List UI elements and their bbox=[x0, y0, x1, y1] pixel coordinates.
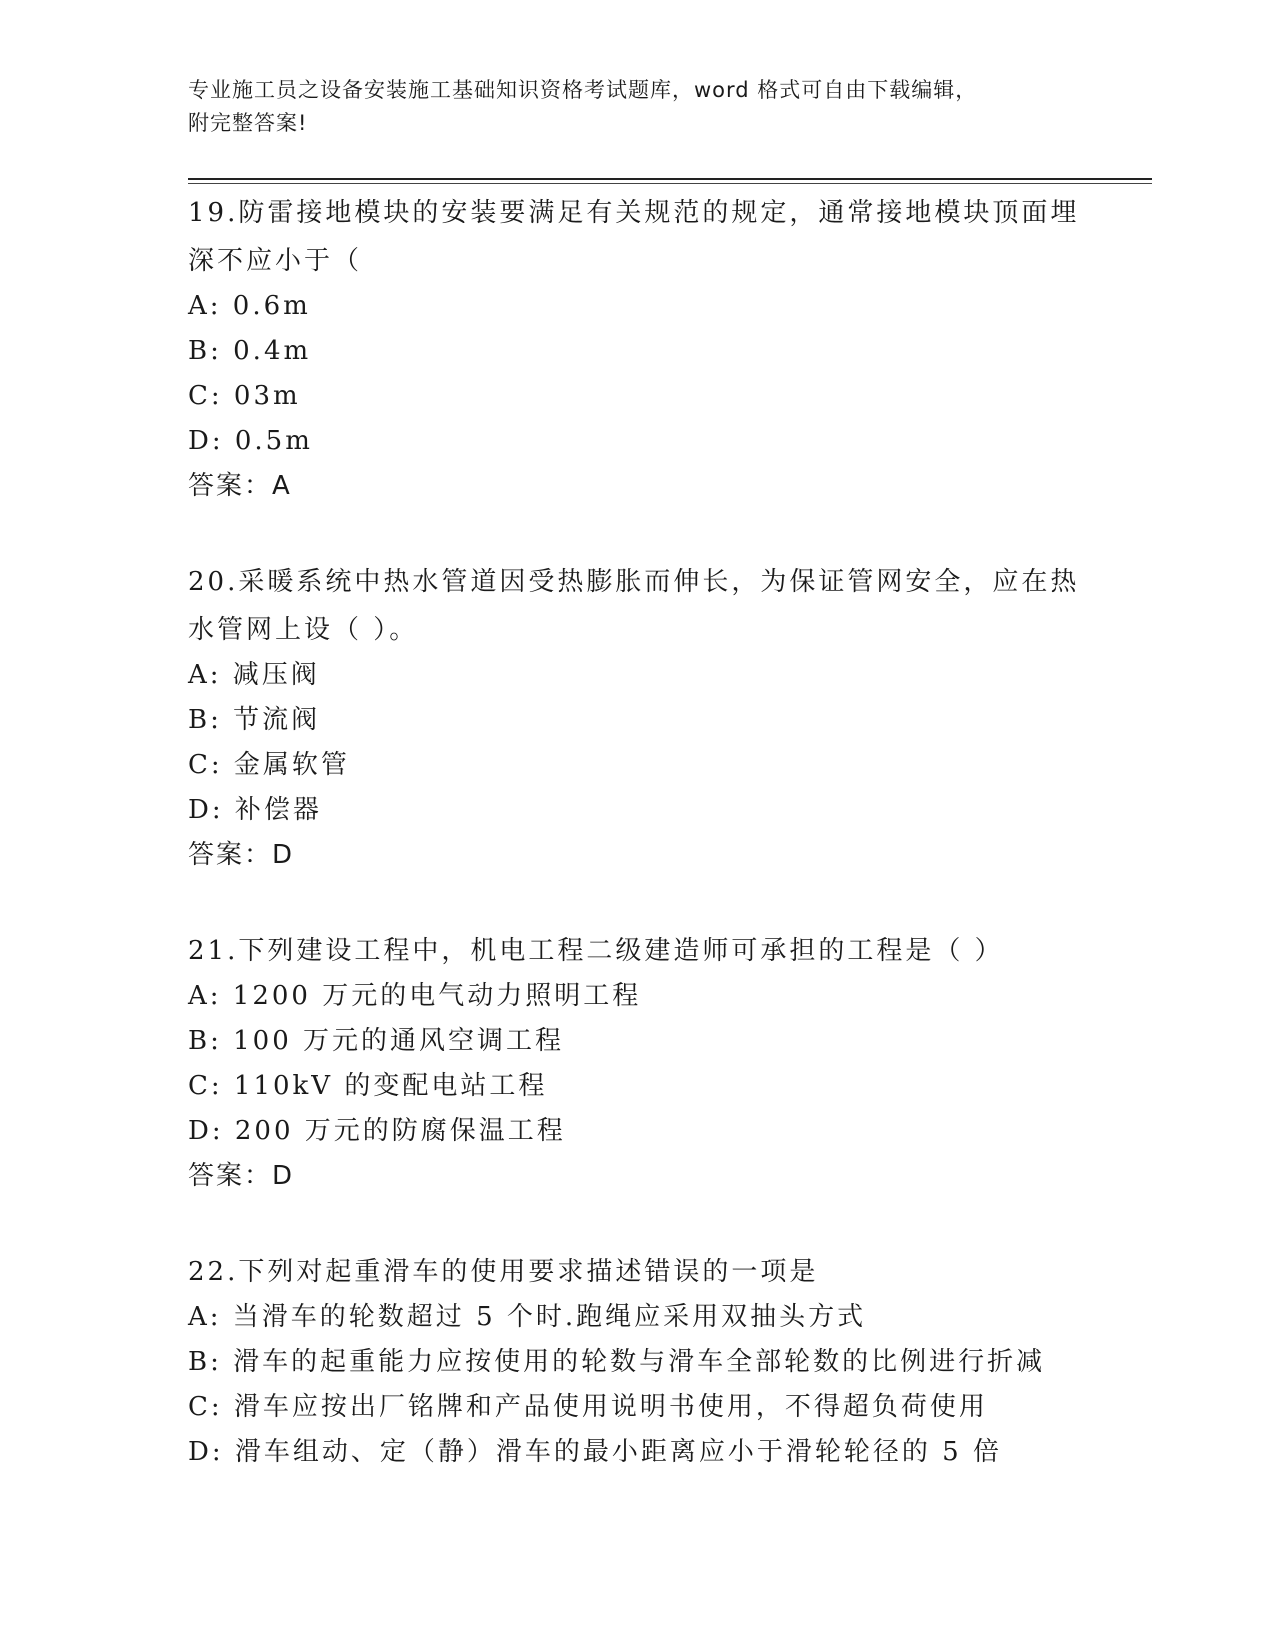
document-header bbox=[188, 74, 1088, 140]
header-line-1: 专业施工员之设备安装施工基础知识资格考试题库，word 格式可自由下载编辑， bbox=[188, 78, 978, 102]
header-divider bbox=[188, 178, 1152, 180]
answer-line: 答案：D bbox=[188, 840, 295, 870]
answer-line: 答案：D bbox=[188, 1161, 295, 1191]
option-a: A: 当滑车的轮数超过 5 个时.跑绳应采用双抽头方式 bbox=[188, 1302, 867, 1332]
question-19 bbox=[188, 191, 1088, 509]
question-spacer bbox=[188, 878, 1088, 926]
question-spacer bbox=[188, 509, 1088, 557]
option-b: B: 0.4m bbox=[188, 336, 312, 366]
question-stem: 21.下列建设工程中，机电工程二级建造师可承担的工程是（ ） bbox=[188, 936, 1004, 966]
question-stem-continued: 水管网上设（ ）。 bbox=[188, 615, 419, 645]
option-c: C: 滑车应按出厂铭牌和产品使用说明书使用，不得超负荷使用 bbox=[188, 1392, 988, 1422]
question-stem: 22.下列对起重滑车的使用要求描述错误的一项是 bbox=[188, 1257, 819, 1287]
option-c: C: 金属软管 bbox=[188, 750, 350, 780]
question-22 bbox=[188, 1250, 1088, 1475]
question-stem: 20.采暖系统中热水管道因受热膨胀而伸长，为保证管网安全，应在热 bbox=[188, 567, 1080, 597]
option-c: C: 110kV 的变配电站工程 bbox=[188, 1071, 548, 1101]
option-b: B: 滑车的起重能力应按使用的轮数与滑车全部轮数的比例进行折减 bbox=[188, 1347, 1046, 1377]
question-spacer bbox=[188, 1199, 1088, 1247]
option-d: D: 滑车组动、定（静）滑车的最小距离应小于滑轮轮径的 5 倍 bbox=[188, 1437, 1002, 1467]
option-d: D: 补偿器 bbox=[188, 795, 322, 825]
option-c: C: 03m bbox=[188, 381, 301, 411]
question-list bbox=[188, 188, 1088, 1475]
option-d: D: 0.5m bbox=[188, 426, 313, 456]
question-stem-continued: 深不应小于（ bbox=[188, 246, 363, 276]
question-20 bbox=[188, 560, 1088, 878]
option-b: B: 节流阀 bbox=[188, 705, 321, 735]
answer-line: 答案：A bbox=[188, 471, 292, 501]
option-a: A: 减压阀 bbox=[188, 660, 320, 690]
question-21 bbox=[188, 929, 1088, 1199]
option-d: D: 200 万元的防腐保温工程 bbox=[188, 1116, 566, 1146]
option-a: A: 0.6m bbox=[188, 291, 311, 321]
question-stem: 19.防雷接地模块的安装要满足有关规范的规定，通常接地模块顶面埋 bbox=[188, 198, 1080, 228]
header-divider-thin bbox=[188, 183, 1152, 184]
option-a: A: 1200 万元的电气动力照明工程 bbox=[188, 981, 642, 1011]
header-line-2: 附完整答案! bbox=[188, 111, 308, 135]
option-b: B: 100 万元的通风空调工程 bbox=[188, 1026, 565, 1056]
